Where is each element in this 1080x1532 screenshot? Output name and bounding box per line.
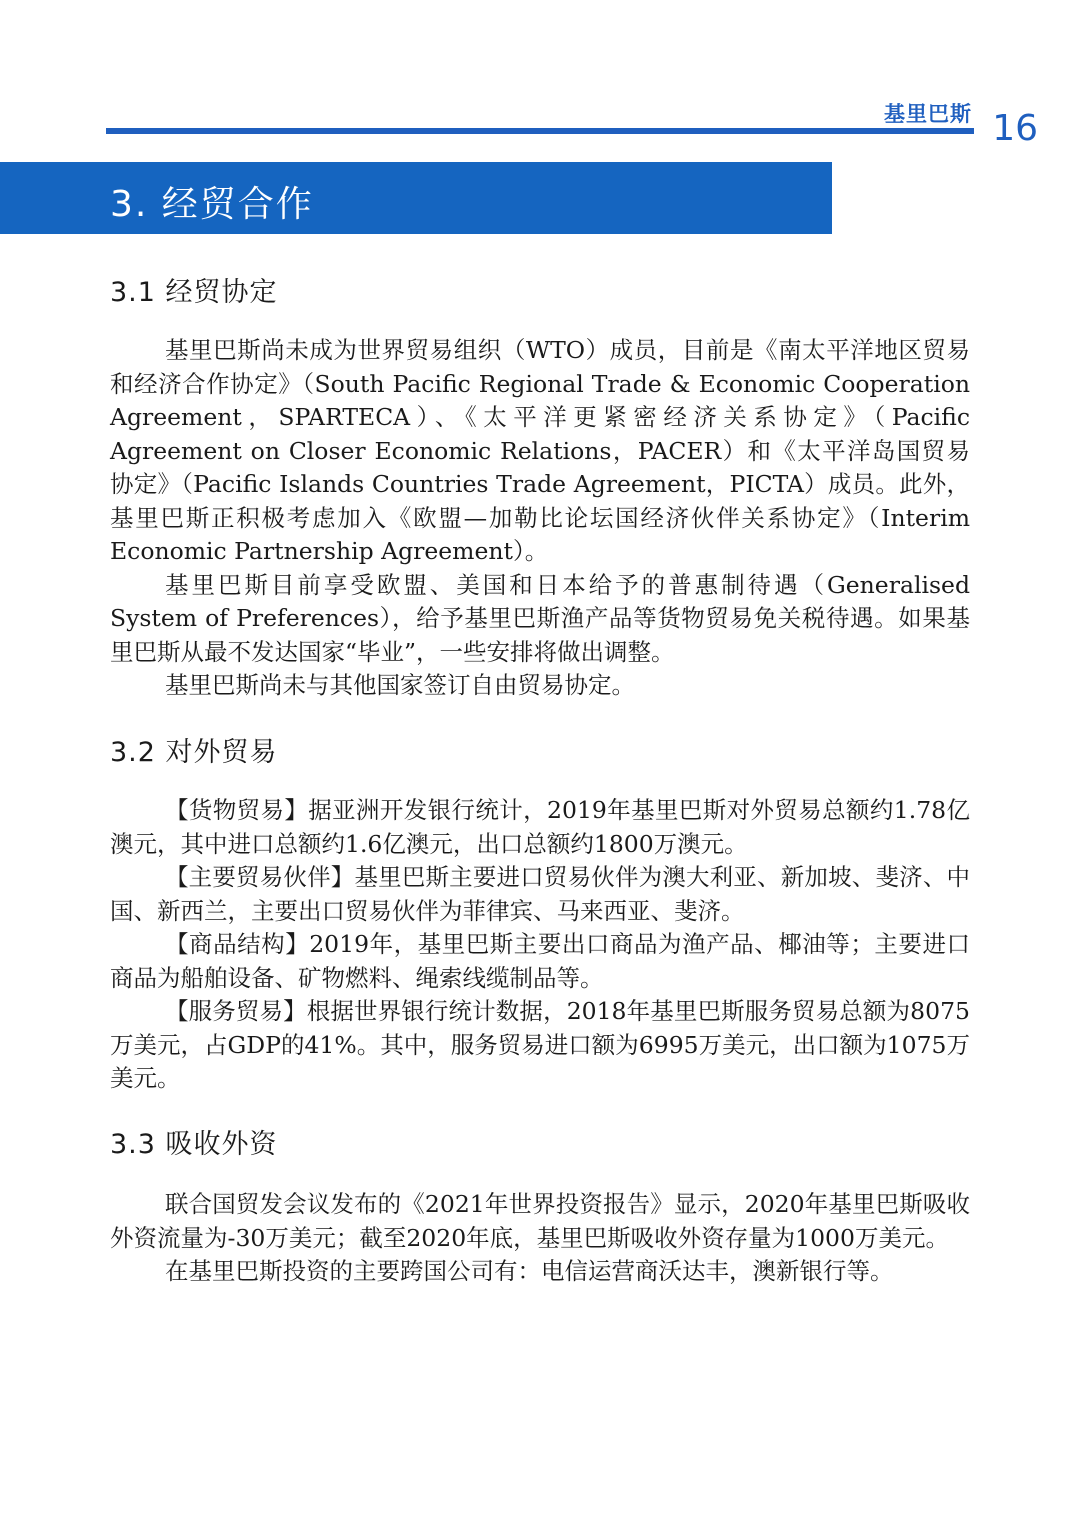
section-heading-3-3: 3.3 吸收外资 bbox=[110, 1129, 278, 1160]
paragraph: 基里巴斯尚未与其他国家签订自由贸易协定。 bbox=[165, 671, 635, 699]
header-rule bbox=[106, 128, 974, 134]
paragraph: 联合国贸发会议发布的《2021年世界投资报告》显示，2020年基里巴斯吸收外资流量为-30万美元；截至2020年底，基里巴斯吸收外资存量为1000万美元。 bbox=[110, 1190, 970, 1252]
section-body-3-1 bbox=[110, 334, 970, 703]
chapter-title: 3. 经贸合作 bbox=[110, 184, 314, 225]
page-number: 16 bbox=[992, 108, 1038, 149]
paragraph: 【主要贸易伙伴】基里巴斯主要进口贸易伙伴为澳大利亚、新加坡、斐济、中国、新西兰，主要出口贸易伙伴为菲律宾、马来西亚、斐济。 bbox=[110, 863, 970, 925]
section-body-3-3 bbox=[110, 1188, 970, 1289]
paragraph: 基里巴斯尚未成为世界贸易组织（WTO）成员，目前是《南太平洋地区贸易和经济合作协定》（South Pacific Regional Trade & Economic Cooperation Agreement，SPARTECA）、《太平洋更紧密经济关系协定》（Pacific Agreement on Closer Economic Relations，PACER）和《太平洋岛国贸易协定》（Pacific Islands Countries Trade Agreement，PICTA）成员。此外，基里巴斯正积极考虑加入《欧盟—加勒比论坛国经济伙伴关系协定》（Interim Economic Partnership Agreement）。 bbox=[110, 336, 970, 565]
paragraph: 【商品结构】2019年，基里巴斯主要出口商品为渔产品、椰油等；主要进口商品为船舶设备、矿物燃料、绳索线缆制品等。 bbox=[110, 930, 970, 992]
running-header-country: 基里巴斯 bbox=[884, 102, 972, 126]
section-heading-3-2: 3.2 对外贸易 bbox=[110, 737, 278, 768]
paragraph: 【货物贸易】据亚洲开发银行统计，2019年基里巴斯对外贸易总额约1.78亿澳元，其中进口总额约1.6亿澳元，出口总额约1800万澳元。 bbox=[110, 796, 970, 858]
paragraph: 基里巴斯目前享受欧盟、美国和日本给予的普惠制待遇（Generalised System of Preferences），给予基里巴斯渔产品等货物贸易免关税待遇。如果基里巴斯从最不发达国家“毕业”，一些安排将做出调整。 bbox=[110, 570, 970, 666]
paragraph: 【服务贸易】根据世界银行统计数据，2018年基里巴斯服务贸易总额为8075万美元，占GDP的41%。其中，服务贸易进口额为6995万美元，出口额为1075万美元。 bbox=[110, 997, 970, 1092]
paragraph: 在基里巴斯投资的主要跨国公司有：电信运营商沃达丰，澳新银行等。 bbox=[165, 1257, 894, 1285]
section-heading-3-1: 3.1 经贸协定 bbox=[110, 277, 278, 308]
section-body-3-2 bbox=[110, 794, 970, 1096]
